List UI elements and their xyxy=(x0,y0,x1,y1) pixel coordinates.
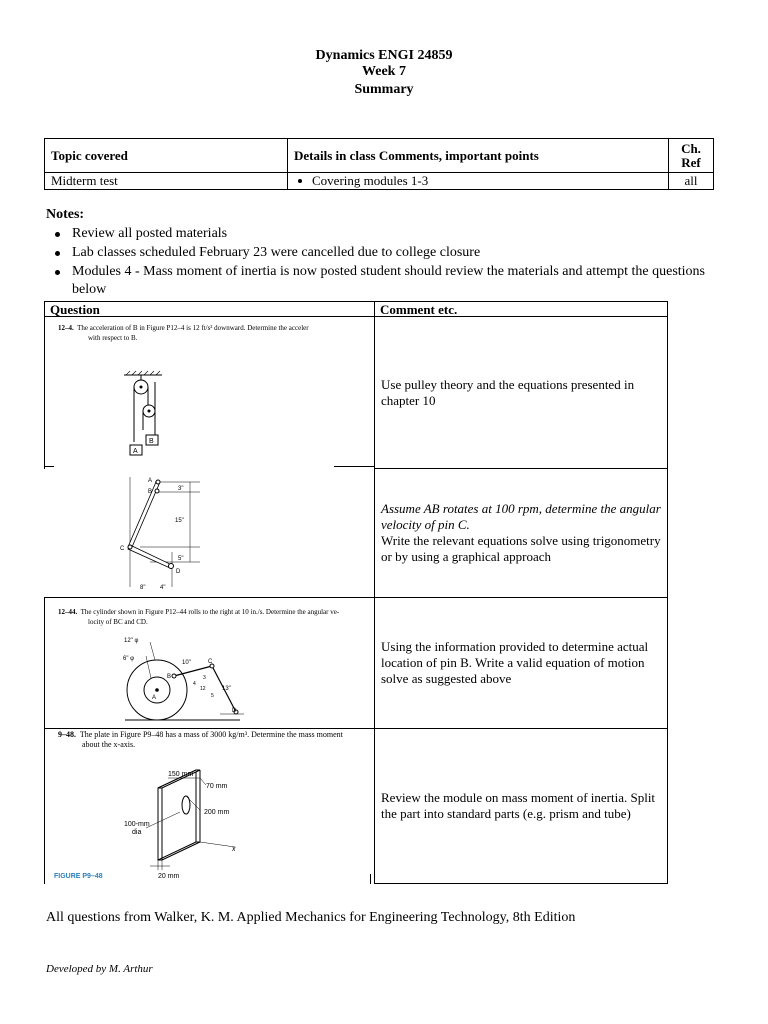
pulley-figure xyxy=(50,320,370,465)
dim-10in: 10" xyxy=(182,660,191,666)
doc-week: Week 7 xyxy=(362,64,406,79)
linkage-figure xyxy=(110,472,220,594)
comment-cell-3 xyxy=(374,597,668,729)
topics-table xyxy=(44,138,714,190)
dim-20mm: 20 mm xyxy=(158,873,180,880)
figure-caption: FIGURE P9–48 xyxy=(54,873,103,880)
cylinder-figure xyxy=(50,604,370,724)
doc-subtitle: Summary xyxy=(354,82,414,97)
topics-header-row xyxy=(45,139,714,173)
dim-4in: 4" xyxy=(160,585,166,591)
source-citation: All questions from Walker, K. M. Applied Mechanics for Engineering Technology, 8th Edition xyxy=(46,910,576,925)
problem-statement-cont: about the x-axis. xyxy=(82,740,136,749)
dim-13in: 13" xyxy=(222,686,231,692)
label-d: D xyxy=(232,708,237,714)
label-b: B xyxy=(167,674,172,680)
problem-statement: 9–48. The plate in Figure P9–48 has a mass of 3000 kg/m³. Determine the mass moment xyxy=(58,730,343,739)
comment-cell-1 xyxy=(374,316,668,469)
header-details: Details in class Comments, important points xyxy=(288,139,669,173)
row-border xyxy=(44,597,374,598)
bullet-icon xyxy=(298,179,302,183)
label-a: A xyxy=(148,478,153,484)
dim-6in: 6" φ xyxy=(123,656,135,662)
label-c: C xyxy=(208,659,213,665)
pulley-diagram xyxy=(50,320,370,465)
table-row xyxy=(45,173,714,190)
dim-12in: 12" φ xyxy=(124,638,139,644)
slope-12: 12 xyxy=(200,686,206,692)
author-credit: Developed by M. Arthur xyxy=(46,963,153,975)
plate-diagram xyxy=(50,730,370,880)
label-c: C xyxy=(120,546,125,552)
row-border xyxy=(44,316,45,469)
dim-15in: 15" xyxy=(175,518,184,524)
slope-3: 3 xyxy=(203,675,206,681)
slope-4: 4 xyxy=(193,681,196,687)
list-item: Lab classes scheduled February 23 were cancelled due to college closure xyxy=(46,244,714,262)
dim-70mm: 70 mm xyxy=(206,783,228,790)
problem-statement: 12–44. The cylinder shown in Figure P12–44 rolls to the right at 10 in./s. Determine the angular ve- xyxy=(58,608,340,616)
comment-text: Write the relevant equations solve using trigonometry or by using a graphical approach xyxy=(381,533,661,564)
dim-150mm: 150 mm xyxy=(168,771,194,778)
x-axis-label: x xyxy=(232,846,236,853)
details-text: Covering modules 1-3 xyxy=(312,173,429,188)
dim-3in: 3" xyxy=(178,486,184,492)
header-topic: Topic covered xyxy=(45,139,288,173)
row-border xyxy=(44,597,45,884)
label-a: A xyxy=(133,448,138,455)
header-ref: Ch. Ref xyxy=(669,139,714,173)
row-border xyxy=(44,728,374,729)
comment-text: Using the information provided to determine actual location of pin B. Write a valid equation of motion solve as suggested above xyxy=(381,639,649,686)
dim-200mm: 200 mm xyxy=(204,809,230,816)
comment-block xyxy=(381,501,661,565)
row-border xyxy=(334,466,374,467)
header-question: Question xyxy=(44,301,375,317)
comment-cell-2 xyxy=(374,468,668,598)
comment-cell-4 xyxy=(374,728,668,884)
notes-list xyxy=(46,225,714,300)
label-b: B xyxy=(149,438,154,445)
list-item: Modules 4 - Mass moment of inertia is now posted student should review the materials and attempt the questions below xyxy=(46,263,714,299)
problem-statement-cont: locity of BC and CD. xyxy=(88,618,148,626)
dim-5in: 5" xyxy=(178,556,184,562)
cylinder-diagram xyxy=(50,604,370,724)
comment-italic: Assume AB rotates at 100 rpm, determine the angular velocity of pin C. xyxy=(381,501,661,532)
problem-statement-cont: with respect to B. xyxy=(88,334,138,342)
ref-cell: all xyxy=(669,173,714,190)
topic-cell: Midterm test xyxy=(45,173,288,190)
label-a: A xyxy=(152,695,157,701)
problem-statement: 12–4. The acceleration of B in Figure P12–4 is 12 ft/s² downward. Determine the acceler xyxy=(58,324,309,332)
row-border xyxy=(370,874,371,884)
plate-figure xyxy=(50,730,370,880)
slope-5: 5 xyxy=(211,693,214,699)
dim-8in: 8" xyxy=(140,585,146,591)
header-comment: Comment etc. xyxy=(374,301,668,317)
details-cell xyxy=(288,173,669,190)
comment-text: Use pulley theory and the equations presented in chapter 10 xyxy=(381,376,635,408)
label-b: B xyxy=(148,489,153,495)
notes-label: Notes: xyxy=(46,207,85,222)
label-d: D xyxy=(176,569,181,575)
comment-text: Review the module on mass moment of inertia. Split the part into standard parts (e.g. prism and tube) xyxy=(381,790,656,821)
row-border xyxy=(44,466,54,467)
doc-title: Dynamics ENGI 24859 xyxy=(315,48,453,63)
hole-dia-label-cont: dia xyxy=(132,829,142,836)
list-item: Review all posted materials xyxy=(46,225,714,243)
hole-dia-label: 100-mm xyxy=(124,821,150,828)
